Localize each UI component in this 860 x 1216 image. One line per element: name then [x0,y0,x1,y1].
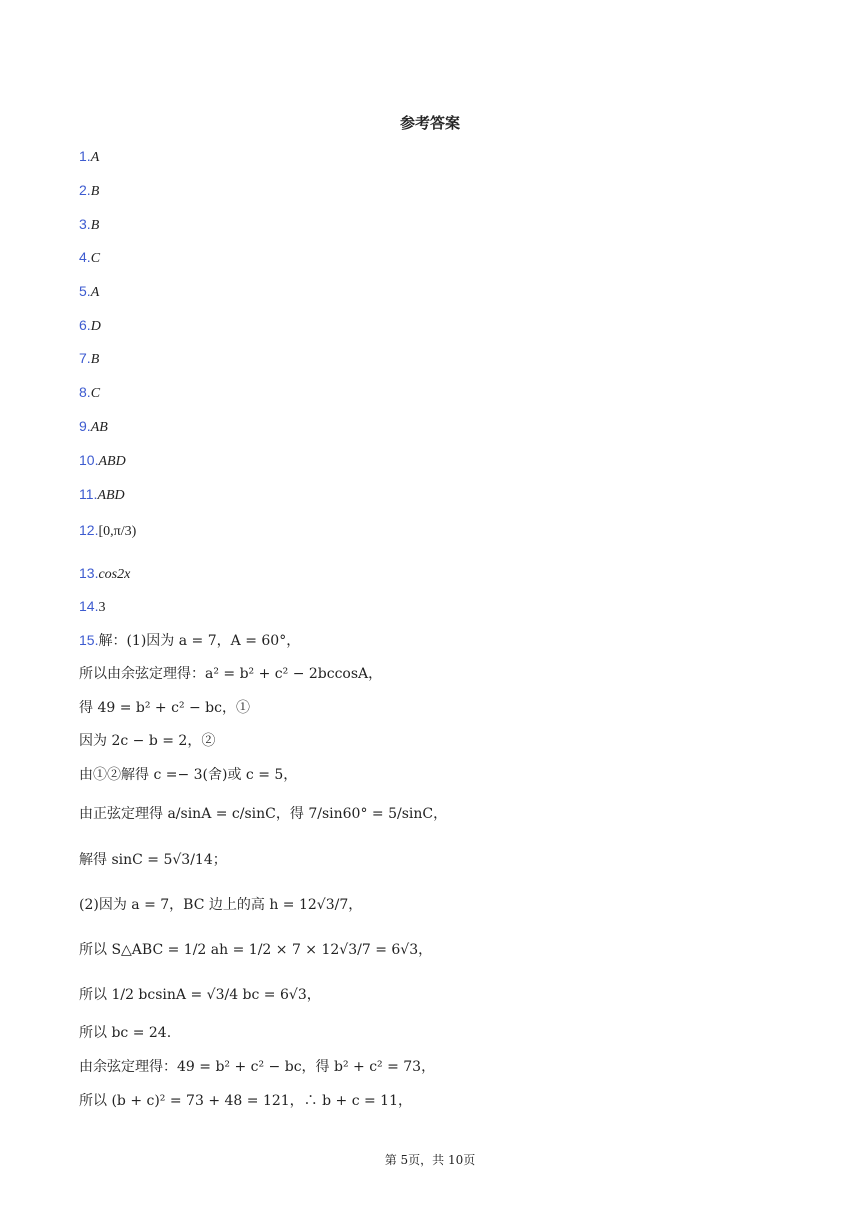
solution-line: (2)因为 a = 7，BC 边上的高 h = 12√3/7， [79,897,363,913]
answer-number: 11. [79,486,98,502]
answer-number: 12. [79,522,99,538]
answer-value: C [90,251,101,266]
answer-value: B [90,352,100,367]
answer-item [79,416,108,438]
solution-line: 因为 2c − b = 2，② [79,733,216,749]
answer-number: 13. [79,565,99,581]
answer-item [79,596,105,618]
solution-line: 所以 1/2 bcsinA = √3/4 bc = 6√3， [79,987,321,1003]
answer-item [79,146,99,168]
answer-value: B [90,218,100,233]
answer-value: C [90,386,101,401]
answer-number: 2. [79,182,91,198]
solution-line: 由①②解得 c =− 3(舍)或 c = 5， [79,767,298,783]
answer-value: [0,π/3) [98,524,137,539]
answer-item [79,520,136,542]
answer-item [79,382,100,404]
answer-value: A [90,150,100,165]
solution-line: 解得 sinC = 5√3/14； [79,852,227,868]
answer-item [79,315,101,337]
answer-number: 6. [79,317,91,333]
answer-item [79,484,125,506]
answer-item [79,247,100,269]
solution-line: 所以 bc = 24. [79,1025,172,1041]
answer-number: 5. [79,283,91,299]
page-footer: 第 5页，共 10页 [384,1153,476,1167]
solution-line: 由余弦定理得：49 = b² + c² − bc，得 b² + c² = 73， [79,1059,436,1075]
answer-item [79,180,99,202]
solution-line: 所以由余弦定理得：a² = b² + c² − 2bccosA， [79,666,383,682]
answer-value: ABD [98,454,126,469]
answer-item [79,214,99,236]
answer-number: 15. [79,632,99,648]
solution-line: 由正弦定理得 a/sinA = c/sinC，得 7/sin60° = 5/sinC， [79,806,448,822]
answer-number: 4. [79,249,91,265]
answer-item [79,450,126,472]
answer-value: ABD [97,488,125,503]
answer-number: 3. [79,216,91,232]
answer-value: B [90,184,100,199]
answer-number: 9. [79,418,91,434]
answer-number: 10. [79,452,99,468]
solution-line: 得 49 = b² + c² − bc，① [79,700,250,716]
answer-item [79,563,130,585]
answer-item [79,281,99,303]
answer-item [79,348,99,370]
answer-value: 3 [98,600,106,615]
solution-line: 所以 (b + c)² = 73 + 48 = 121，∴ b + c = 11， [79,1093,412,1109]
answer-number: 7. [79,350,91,366]
answer-value: cos2x [98,567,131,582]
solution-line: 所以 S△ABC = 1/2 ah = 1/2 × 7 × 12√3/7 = 6√3， [79,942,433,958]
page-title: 参考答案 [399,114,460,132]
answer-value: D [90,319,101,334]
solution-text: 解：(1)因为 a = 7，A = 60°， [98,633,301,649]
answer-number: 14. [79,598,99,614]
solution-line [79,630,300,651]
answer-number: 8. [79,384,91,400]
answer-number: 1. [79,148,91,164]
answer-value: AB [90,420,108,435]
answer-value: A [90,285,100,300]
